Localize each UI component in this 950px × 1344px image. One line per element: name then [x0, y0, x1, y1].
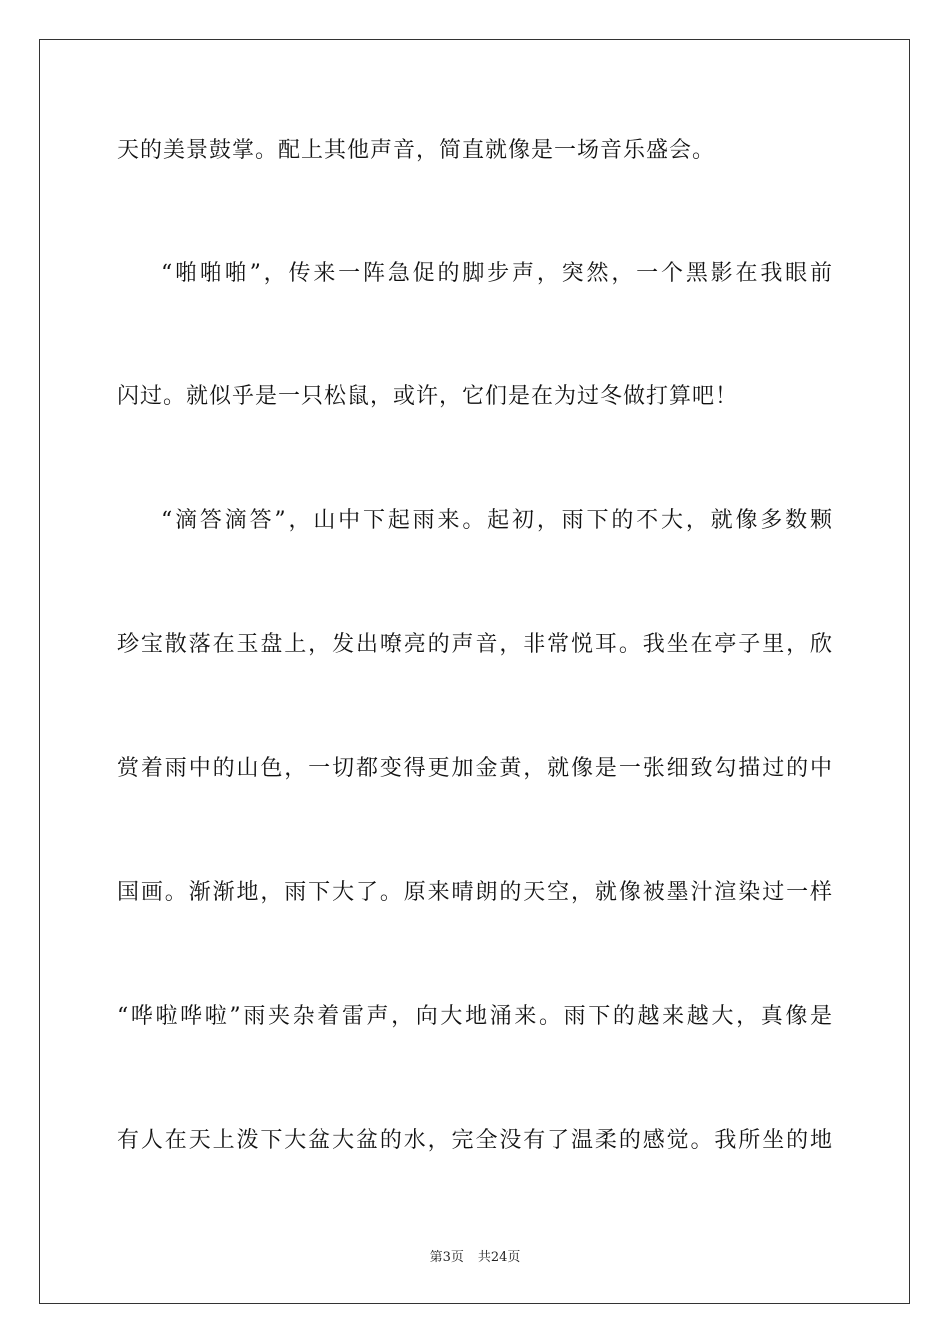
page-footer — [0, 1246, 950, 1265]
text-line-8: “哗啦哗啦”雨夹杂着雷声，向大地涌来。雨下的越来越大，真像是 — [117, 1004, 833, 1029]
text-line-2: “啪啪啪”，传来一阵急促的脚步声，突然，一个黑影在我眼前 — [161, 261, 833, 286]
text-line-3: 闪过。就似乎是一只松鼠，或许，它们是在为过冬做打算吧！ — [117, 384, 739, 409]
text-line-6: 赏着雨中的山色，一切都变得更加金黄，就像是一张细致勾描过的中 — [117, 756, 833, 781]
text-line-7: 国画。渐渐地，雨下大了。原来晴朗的天空，就像被墨汁渲染过一样 — [117, 880, 833, 905]
text-line-9: 有人在天上泼下大盆大盆的水，完全没有了温柔的感觉。我所坐的地 — [117, 1128, 833, 1153]
text-line-5: 珍宝散落在玉盘上，发出嘹亮的声音，非常悦耳。我坐在亭子里，欣 — [117, 632, 833, 657]
page-total: 共24页 — [477, 1250, 521, 1265]
text-line-1: 天的美景鼓掌。配上其他声音，简直就像是一场音乐盛会。 — [117, 138, 716, 163]
text-line-4: “滴答滴答”，山中下起雨来。起初，雨下的不大，就像多数颗 — [161, 508, 833, 533]
page-border — [39, 39, 910, 1304]
page-number: 第3页 — [429, 1250, 464, 1265]
